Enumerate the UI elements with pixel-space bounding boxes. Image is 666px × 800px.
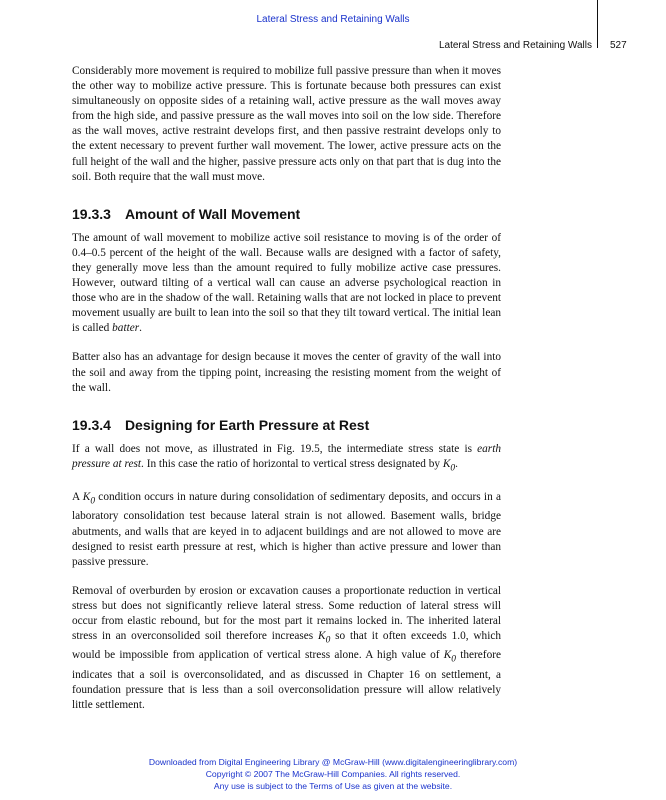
symbol-k0: $K_0$ [318, 630, 331, 646]
section-number: 19.3.3 [72, 205, 111, 222]
running-head: Lateral Stress and Retaining Walls [438, 40, 592, 51]
paragraph-wall-movement: The amount of wall movement to mobilize active soil resistance to moving is of the order of 0.4–0.5 percent of the height of the wall. Because walls are designed with a factor of safety, they generally move less than the amount required to fully mobilize active case pressures. However, outward tilting of a vertical wall can cause an adverse psychological reaction in those who are in the shadow of the wall. Retaining walls that are not locked in place to prevent movement usually are built to lean into the soil so that they tilt toward vertical. The initial lean is called batter. [72, 231, 501, 335]
footer-download-link[interactable]: Downloaded from Digital Engineering Library @ McGraw-Hill (www.digitalengineeringlibrary.com) [148, 757, 518, 767]
section-number: 19.3.4 [72, 416, 111, 433]
paragraph-passive-pressure: Considerably more movement is required to mobilize full passive pressure than when it moves the other way to mobilize active pressure. This is fortunate because both pressures can exist simultaneously on opposite sides of a retaining wall, active pressure as the wall moves away from the high side, and passive pressure as the wall moves into soil on the low side. Therefore as the wall moves, active restraint develops first, and then passive restraint develops only to the extent necessary to prevent further wall movement. The lower, active pressure acts on the full height of the wall and the higher, passive pressure acts only on that part that is dug into the soil. Both require that the wall must move. [72, 65, 501, 183]
top-banner-title: Lateral Stress and Retaining Walls [256, 14, 410, 25]
page-body [72, 64, 501, 727]
header-vertical-rule [597, 0, 598, 48]
symbol-k0: $K_0$ [82, 491, 96, 507]
symbol-k0: $K_0$ [443, 649, 456, 665]
footer-notice [0, 756, 666, 792]
section-title: Designing for Earth Pressure at Rest [124, 416, 370, 433]
term-batter: batter [112, 322, 140, 335]
section-heading-wall-movement [72, 205, 501, 223]
paragraph-overburden-removal: Removal of overburden by erosion or excavation causes a proportionate reduction in vertical stress but does not significantly relieve lateral stress. Some reduction of lateral stress will occur from elastic rebound, but for the most part it remains locked in. The inherited lateral stress in an overconsolided soil therefore increases $K_0$ so that it often exceeds 1.0, which would be impossible from application of vertical stress alone. A high value of $K_0$ therefore indicates that a soil is overconsolidated, and as discussed in Chapter 16 on settlement, a foundation pressure that is less than a soil overconsolidation pressure will allow relatively little settlement. [72, 584, 501, 711]
section-title: Amount of Wall Movement [124, 205, 301, 222]
paragraph-k0-condition: A $K_0$ condition occurs in nature during consolidation of sedimentary deposits, and occurs in a laboratory consolidation test because lateral strain is not allowed. Basement walls, bridge abutments, and walls that are keyed in to adjacent buildings and are not allowed to move are designed to resist earth pressure at rest, which is higher than active pressure and lower than passive pressure. [72, 491, 501, 568]
footer-terms: Any use is subject to the Terms of Use as given at the website. [213, 781, 453, 791]
term-earth-pressure-at-rest: earth pressure at rest [72, 442, 501, 470]
paragraph-pressure-at-rest: If a wall does not move, as illustrated in Fig. 19.5, the intermediate stress state is earth pressure at rest. In this case the ratio of horizontal to vertical stress designated by $K_0$. [72, 442, 501, 474]
section-heading-earth-pressure-rest [72, 416, 501, 434]
page-number: 527 [610, 40, 627, 51]
footer-copyright: Copyright © 2007 The McGraw-Hill Companies. All rights reserved. [205, 769, 461, 779]
symbol-k0: $K_0$ [442, 457, 456, 474]
paragraph-batter-advantage: Batter also has an advantage for design because it moves the center of gravity of the wall into the soil and away from the tipping point, increasing the resisting moment from the weight of the wall. [72, 351, 501, 394]
